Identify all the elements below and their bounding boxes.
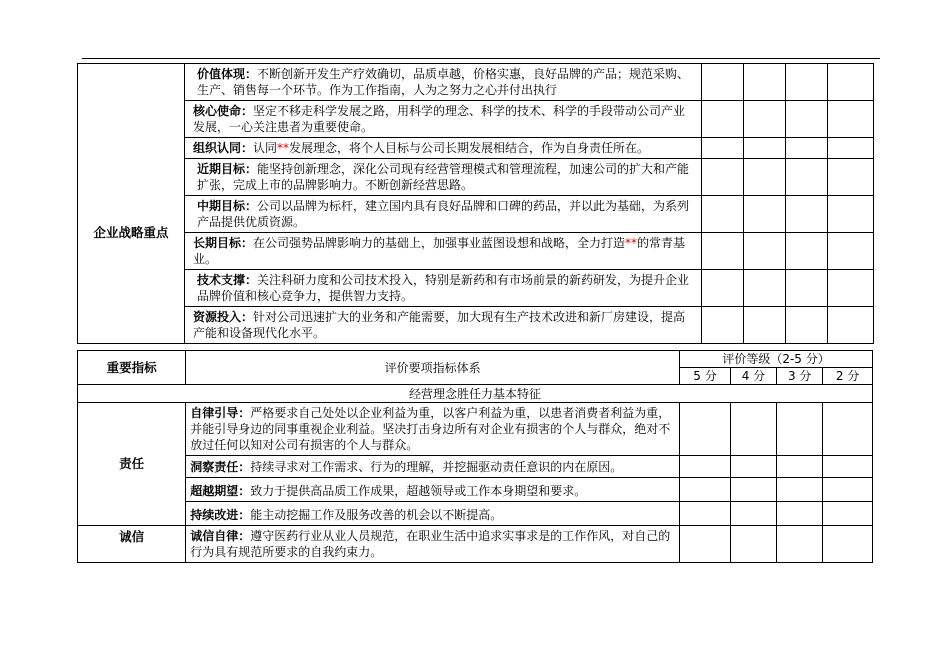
grade-cell[interactable] bbox=[702, 159, 744, 196]
grade-cell[interactable] bbox=[823, 502, 873, 526]
table-row bbox=[78, 101, 874, 138]
group-label-integrity: 诚信 bbox=[78, 526, 186, 563]
group-label-responsibility: 责任 bbox=[78, 403, 186, 526]
table-row bbox=[78, 403, 873, 456]
table-row bbox=[78, 270, 874, 307]
grade-cell[interactable] bbox=[730, 526, 776, 563]
strategy-category-label: 企业战略重点 bbox=[78, 196, 185, 270]
grade-cell[interactable] bbox=[744, 196, 786, 233]
table-row bbox=[78, 196, 874, 233]
table-row bbox=[78, 138, 874, 159]
section-row bbox=[78, 385, 873, 403]
grade-cell[interactable] bbox=[777, 502, 823, 526]
grade-cell[interactable] bbox=[730, 502, 776, 526]
grade-cell[interactable] bbox=[702, 64, 744, 101]
table-row bbox=[78, 233, 874, 270]
strategy-item: 核心使命：坚定不移走科学发展之路，用科学的理念、科学的技术、科学的手段带动公司产业发展，一心关注患者为重要使命。 bbox=[185, 101, 702, 138]
col-header-grade: 评价等级（2-5 分） bbox=[680, 351, 873, 368]
grade-cell[interactable] bbox=[786, 270, 828, 307]
grade-cell[interactable] bbox=[786, 159, 828, 196]
grade-cell[interactable] bbox=[777, 456, 823, 478]
grade-cell[interactable] bbox=[744, 233, 786, 270]
grade-cell[interactable] bbox=[680, 502, 731, 526]
grade-cell[interactable] bbox=[702, 233, 744, 270]
grade-cell[interactable] bbox=[828, 101, 874, 138]
grade-cell[interactable] bbox=[786, 196, 828, 233]
strategy-category-cell bbox=[78, 64, 185, 101]
grade-cell[interactable] bbox=[744, 64, 786, 101]
grade-cell[interactable] bbox=[702, 138, 744, 159]
grade-cell[interactable] bbox=[680, 526, 731, 563]
grade-header: 4 分 bbox=[730, 368, 776, 385]
grade-cell[interactable] bbox=[828, 159, 874, 196]
strategy-item: 组织认同：认同**发展理念，将个人目标与公司长期发展相结合，作为自身责任所在。 bbox=[185, 138, 702, 159]
strategy-item: 价值体现：不断创新开发生产疗效确切，品质卓越，价格实惠，良好品牌的产品；规范采购、生产、销售每一个环节。作为工作指南，人为之努力之心并付出执行 bbox=[185, 64, 702, 101]
grade-cell[interactable] bbox=[828, 196, 874, 233]
grade-cell[interactable] bbox=[786, 64, 828, 101]
table-row bbox=[78, 526, 873, 563]
eval-item: 自律引导：严格要求自己处处以企业利益为重，以客户利益为重，以患者消费者利益为重，并能引导身边的同事重视企业利益。坚决打击身边所有对企业有损害的个人与群众，绝对不放过任何以知对公司有损害的个人与群众。 bbox=[186, 403, 680, 456]
grade-cell[interactable] bbox=[744, 270, 786, 307]
header-rule bbox=[82, 58, 880, 59]
grade-cell[interactable] bbox=[786, 307, 828, 344]
table-row bbox=[78, 307, 874, 344]
table-row bbox=[78, 456, 873, 478]
grade-cell[interactable] bbox=[786, 101, 828, 138]
section-title: 经营理念胜任力基本特征 bbox=[78, 385, 873, 403]
eval-item: 诚信自律：遵守医药行业从业人员规范，在职业生活中追求实事求是的工作作风，对自己的行为具有规范所要求的自我约束力。 bbox=[186, 526, 680, 563]
grade-cell[interactable] bbox=[777, 526, 823, 563]
grade-cell[interactable] bbox=[828, 307, 874, 344]
eval-item: 超越期望：致力于提供高品质工作成果，超越领导或工作本身期望和要求。 bbox=[186, 478, 680, 502]
strategy-table bbox=[77, 63, 874, 344]
grade-cell[interactable] bbox=[702, 101, 744, 138]
grade-cell[interactable] bbox=[828, 138, 874, 159]
col-header-indicator: 重要指标 bbox=[78, 351, 186, 385]
grade-cell[interactable] bbox=[730, 478, 776, 502]
grade-cell[interactable] bbox=[680, 456, 731, 478]
grade-cell[interactable] bbox=[744, 159, 786, 196]
table-row bbox=[78, 159, 874, 196]
grade-cell[interactable] bbox=[680, 403, 731, 456]
strategy-item: 技术支撑：关注科研力度和公司技术投入，特别是新药和有市场前景的新药研发，为提升企业品牌价值和核心竞争力，提供智力支持。 bbox=[185, 270, 702, 307]
grade-cell[interactable] bbox=[828, 270, 874, 307]
grade-cell[interactable] bbox=[744, 138, 786, 159]
table-row bbox=[78, 64, 874, 101]
grade-cell[interactable] bbox=[744, 101, 786, 138]
grade-cell[interactable] bbox=[777, 478, 823, 502]
strategy-item: 长期目标：在公司强势品牌影响力的基础上，加强事业蓝图设想和战略，全力打造**的常青基业。 bbox=[185, 233, 702, 270]
grade-cell[interactable] bbox=[786, 233, 828, 270]
table-row bbox=[78, 478, 873, 502]
grade-cell[interactable] bbox=[702, 196, 744, 233]
grade-header: 2 分 bbox=[823, 368, 873, 385]
grade-cell[interactable] bbox=[702, 270, 744, 307]
grade-cell[interactable] bbox=[786, 138, 828, 159]
grade-cell[interactable] bbox=[680, 478, 731, 502]
grade-cell[interactable] bbox=[744, 307, 786, 344]
grade-header: 3 分 bbox=[777, 368, 823, 385]
grade-cell[interactable] bbox=[828, 64, 874, 101]
strategy-item: 近期目标：能坚持创新理念，深化公司现有经营管理模式和管理流程，加速公司的扩大和产能扩张，完成上市的品牌影响力。不断创新经营思路。 bbox=[185, 159, 702, 196]
grade-cell[interactable] bbox=[823, 526, 873, 563]
grade-cell[interactable] bbox=[702, 307, 744, 344]
col-header-system: 评价要项指标体系 bbox=[186, 351, 680, 385]
grade-cell[interactable] bbox=[730, 456, 776, 478]
grade-cell[interactable] bbox=[823, 478, 873, 502]
eval-item: 洞察责任：持续寻求对工作需求、行为的理解，并挖掘驱动责任意识的内在原因。 bbox=[186, 456, 680, 478]
eval-item: 持续改进：能主动挖掘工作及服务改善的机会以不断提高。 bbox=[186, 502, 680, 526]
table-header-row bbox=[78, 351, 873, 368]
grade-cell[interactable] bbox=[828, 233, 874, 270]
evaluation-table bbox=[77, 350, 873, 563]
strategy-item: 中期目标：公司以品牌为标杆，建立国内具有良好品牌和口碑的药品，并以此为基础，为系列产品提供优质资源。 bbox=[185, 196, 702, 233]
strategy-item: 资源投入：针对公司迅速扩大的业务和产能需要，加大现有生产技术改进和新厂房建设，提高产能和设备现代化水平。 bbox=[185, 307, 702, 344]
grade-cell[interactable] bbox=[823, 403, 873, 456]
grade-header: 5 分 bbox=[680, 368, 731, 385]
grade-cell[interactable] bbox=[777, 403, 823, 456]
grade-cell[interactable] bbox=[730, 403, 776, 456]
grade-cell[interactable] bbox=[823, 456, 873, 478]
table-row bbox=[78, 502, 873, 526]
